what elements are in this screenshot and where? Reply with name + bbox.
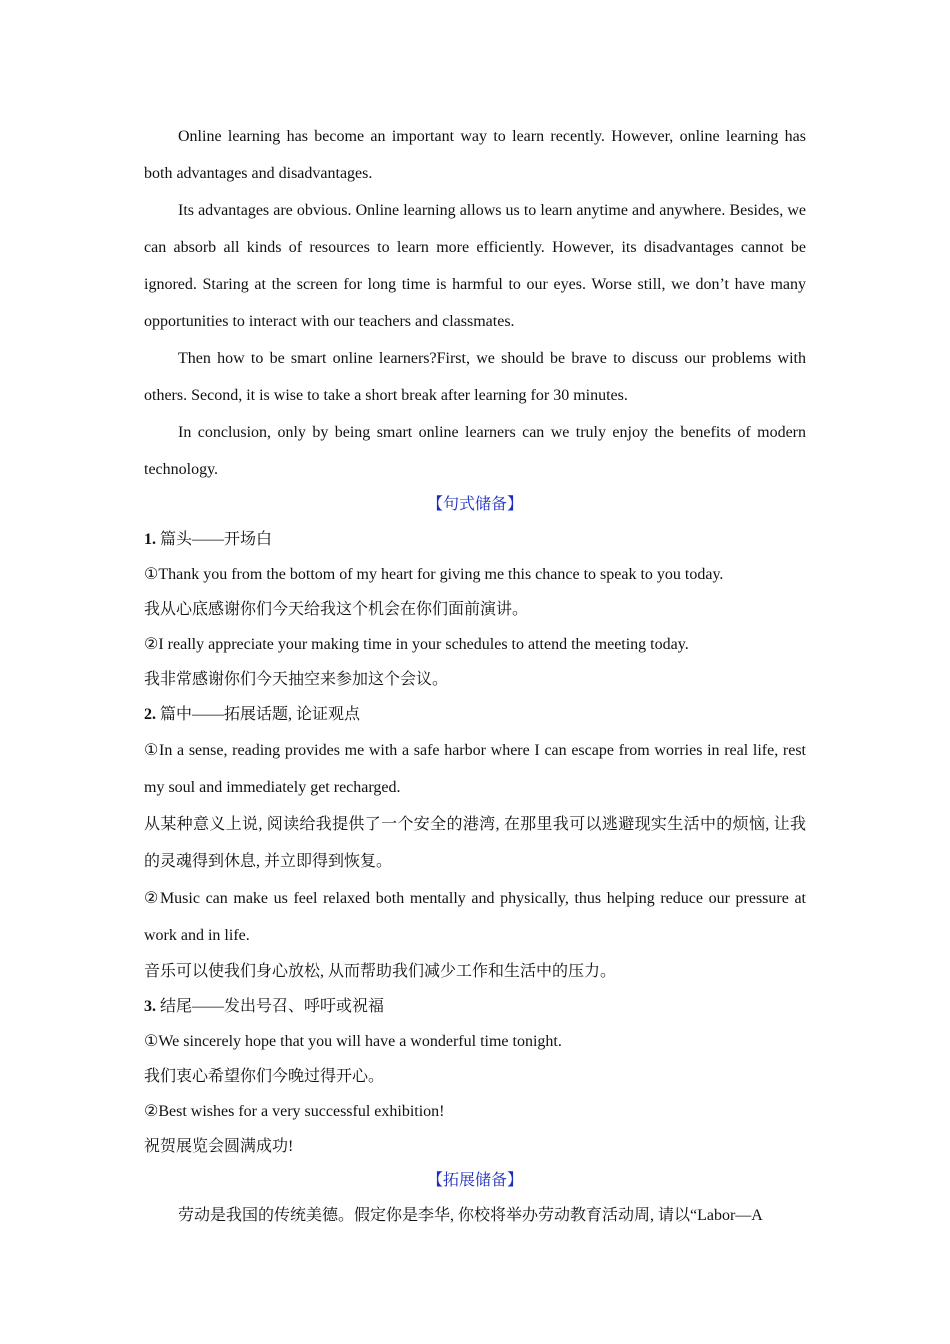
example-en: ②Music can make us feel relaxed both mentally and physically, thus helping reduce our pressure at work and in life.: [144, 890, 806, 944]
section-heading: [144, 989, 806, 1024]
example-zh: 祝贺展览会圆满成功!: [144, 1138, 294, 1155]
example-zh: 音乐可以使我们身心放松, 从而帮助我们减少工作和生活中的压力。: [144, 963, 617, 980]
model-essay: [144, 118, 806, 488]
example-zh: 我非常感谢你们今天抽空来参加这个会议。: [144, 671, 449, 688]
extension-title: 【拓展储备】: [426, 1172, 523, 1189]
document-content: [144, 118, 806, 1233]
section-heading-text: 篇头——开场白: [156, 531, 273, 548]
section-number: 2.: [144, 706, 156, 723]
example-en: ①Thank you from the bottom of my heart for giving me this chance to speak to you today.: [144, 566, 724, 583]
section-heading: [144, 522, 806, 557]
essay-paragraph-4: In conclusion, only by being smart online learners can we truly enjoy the benefits of modern technology.: [144, 424, 806, 478]
example-en: ①We sincerely hope that you will have a wonderful time tonight.: [144, 1033, 562, 1050]
example-zh: 我从心底感谢你们今天给我这个机会在你们面前演讲。: [144, 601, 529, 618]
section-number: 1.: [144, 531, 156, 548]
example-en: ②I really appreciate your making time in your schedules to attend the meeting today.: [144, 636, 689, 653]
example-zh: 我们衷心希望你们今晚过得开心。: [144, 1068, 385, 1085]
sentence-bank-section-1: [144, 522, 806, 697]
section-number: 3.: [144, 998, 156, 1015]
extension-text: 劳动是我国的传统美德。假定你是李华, 你校将举办劳动教育活动周, 请以“Labor—A: [178, 1207, 763, 1224]
example-en: ①In a sense, reading provides me with a safe harbor where I can escape from worries in real life, rest my soul and immediately get recharged.: [144, 742, 806, 796]
section-heading-text: 结尾——发出号召、呼吁或祝福: [156, 998, 385, 1015]
essay-paragraph-3: Then how to be smart online learners?First, we should be brave to discuss our problems with others. Second, it is wise to take a short break after learning for 30 minutes.: [144, 350, 806, 404]
section-heading: [144, 697, 806, 732]
section-heading-text: 篇中——拓展话题, 论证观点: [156, 706, 361, 723]
example-en: ②Best wishes for a very successful exhibition!: [144, 1103, 445, 1120]
sentence-bank-section-2: [144, 697, 806, 989]
example-zh: 从某种意义上说, 阅读给我提供了一个安全的港湾, 在那里我可以逃避现实生活中的烦恼, 让我的灵魂得到休息, 并立即得到恢复。: [144, 816, 806, 870]
essay-paragraph-2: Its advantages are obvious. Online learning allows us to learn anytime and anywhere. Besides, we can absorb all kinds of resources to learn more efficiently. However, its disadvantages cannot be ignored. Staring at the screen for long time is harmful to our eyes. Worse still, we don’t have many opportunities to interact with our teachers and classmates.: [144, 202, 806, 330]
sentence-bank-title: 【句式储备】: [426, 496, 523, 513]
essay-paragraph-1: Online learning has become an important way to learn recently. However, online learning has both advantages and disadvantages.: [144, 128, 806, 182]
sentence-bank-section-3: [144, 989, 806, 1164]
